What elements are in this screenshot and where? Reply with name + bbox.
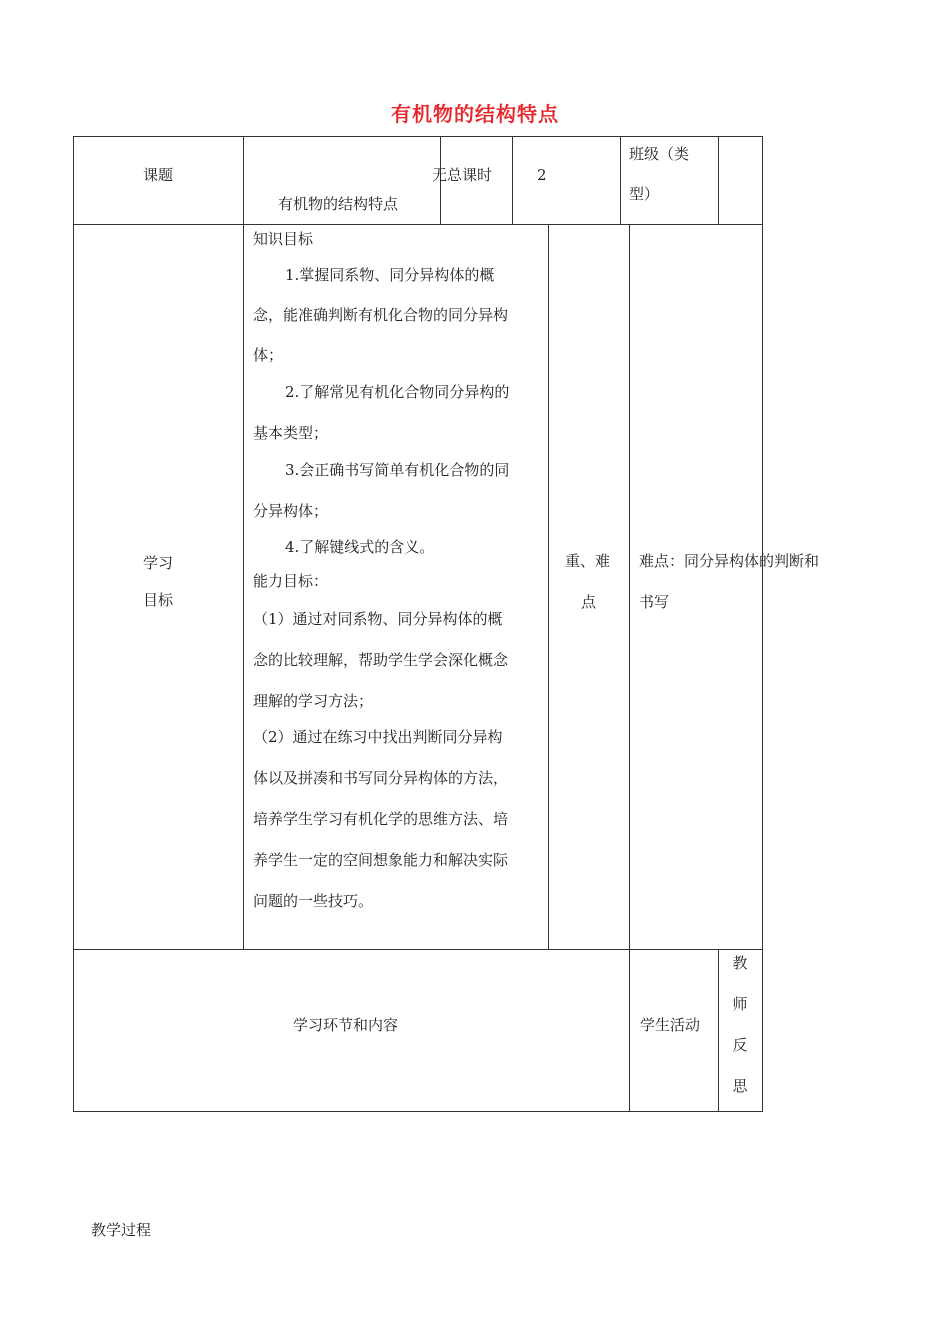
- knowledge-item-3-line1: 3.会正确书写简单有机化合物的同: [285, 461, 510, 479]
- objectives-label-line1: 学习: [143, 554, 174, 572]
- topic-value: 有机物的结构特点: [278, 195, 399, 213]
- ability-item-2-line4: 养学生一定的空间想象能力和解决实际: [253, 851, 509, 869]
- knowledge-item-1-line3: 体；: [253, 346, 284, 364]
- objectives-label-line2: 目标: [143, 591, 174, 609]
- teacher-reflection-char: 反: [732, 1036, 748, 1054]
- teacher-reflection-char: 思: [732, 1077, 748, 1095]
- knowledge-item-1-line2: 念，能准确判断有机化合物的同分异构: [253, 306, 509, 324]
- ability-item-2-line1: （2）通过在练习中找出判断同分异构: [253, 728, 503, 746]
- total-hours-label: 无总课时: [432, 166, 493, 184]
- knowledge-item-2-line1: 2.了解常见有机化合物同分异构的: [285, 383, 510, 401]
- ability-item-2-line5: 问题的一些技巧。: [253, 892, 374, 910]
- key-points-label-line2: 点: [581, 593, 597, 611]
- ability-item-1-line2: 念的比较理解，帮助学生学会深化概念: [253, 651, 509, 669]
- knowledge-item-1-line1: 1.掌握同系物、同分异构体的概: [285, 266, 495, 284]
- knowledge-item-2-line2: 基本类型；: [253, 424, 329, 442]
- class-label-line1: 班级（类: [629, 145, 690, 163]
- class-label-line2: 型）: [629, 185, 660, 203]
- difficulty-line2: 书写: [639, 593, 670, 611]
- document-title: 有机物的结构特点: [391, 102, 559, 126]
- difficulty-line1: 难点：同分异构体的判断和: [639, 552, 820, 570]
- ability-item-1-line1: （1）通过对同系物、同分异构体的概: [253, 610, 503, 628]
- teacher-reflection-char: 师: [732, 995, 748, 1013]
- knowledge-item-4: 4.了解键线式的含义。: [285, 538, 435, 556]
- key-points-label-line1: 重、难: [565, 552, 611, 570]
- topic-label: 课题: [143, 166, 174, 184]
- student-activity-label: 学生活动: [640, 1016, 701, 1034]
- total-hours-value: 2: [537, 166, 547, 184]
- ability-heading: 能力目标：: [253, 572, 329, 590]
- teacher-reflection-label: [720, 943, 760, 1107]
- knowledge-item-3-line2: 分异构体；: [253, 502, 329, 520]
- teacher-reflection-char: 教: [732, 954, 748, 972]
- ability-item-2-line2: 体以及拼凑和书写同分异构体的方法，: [253, 769, 509, 787]
- process-content-label: 学习环节和内容: [293, 1016, 399, 1034]
- knowledge-heading: 知识目标: [253, 230, 314, 248]
- teaching-process-heading: 教学过程: [91, 1221, 152, 1239]
- ability-item-1-line3: 理解的学习方法；: [253, 692, 374, 710]
- ability-item-2-line3: 培养学生学习有机化学的思维方法、培: [253, 810, 509, 828]
